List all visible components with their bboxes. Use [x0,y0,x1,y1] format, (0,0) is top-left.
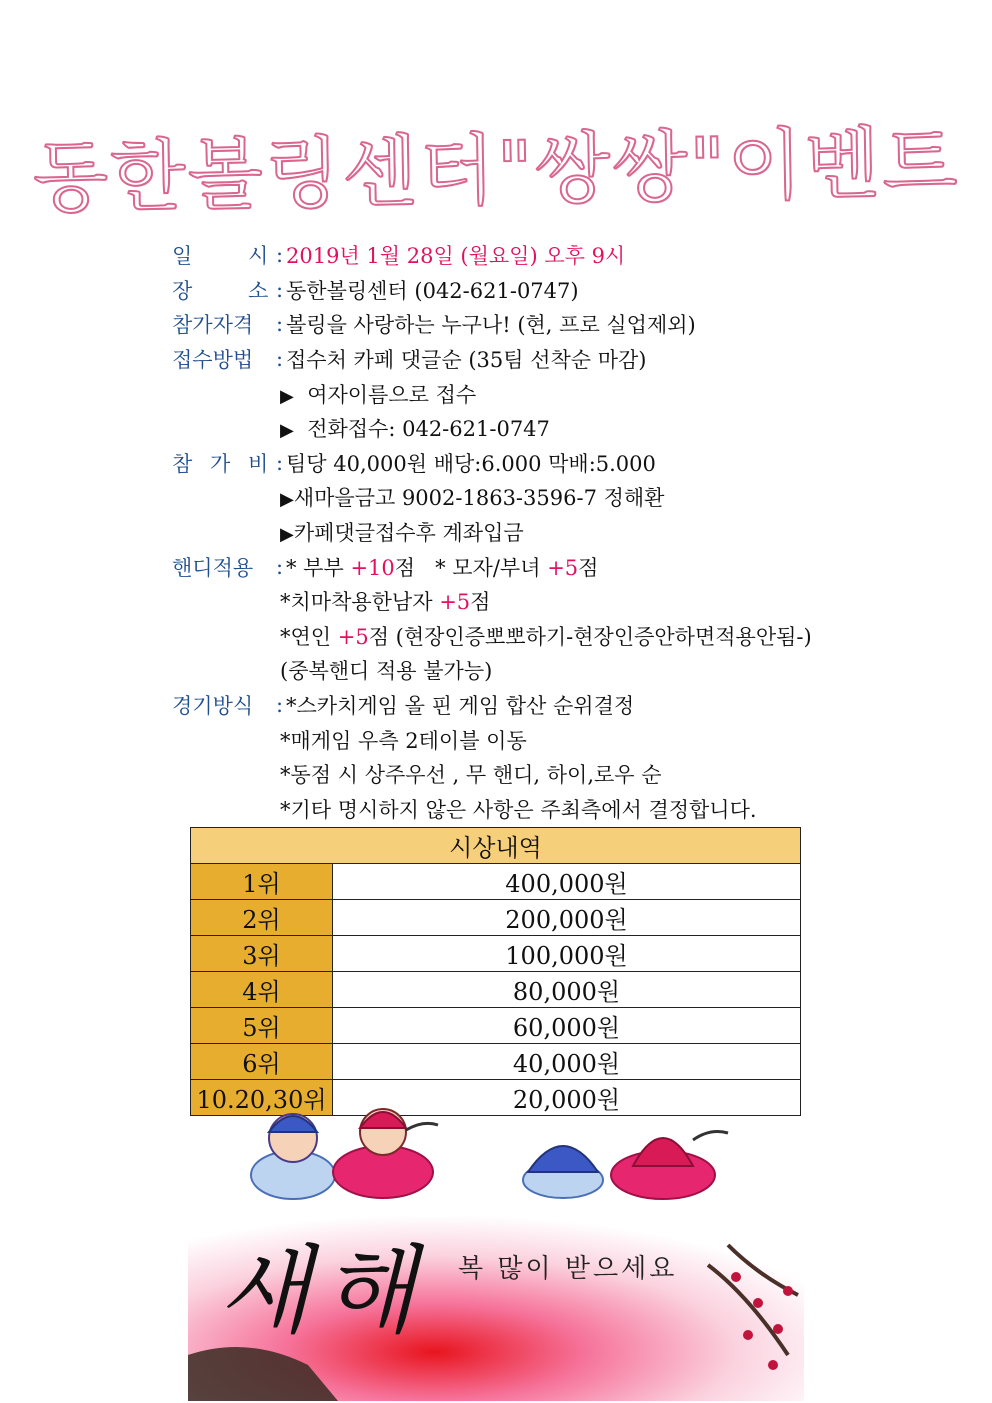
info-row-sub [172,653,812,688]
info-row-place: 장 소 : 동한볼링센터 (042-621-0747) [172,273,812,308]
prize-table-header: 시상내역 [191,828,801,864]
info-row-sub [172,757,812,792]
arrow-icon: ▶ [280,385,294,407]
info-row-registration: 접수방법 : 접수처 카페 댓글순 (35팀 선착순 마감) [172,342,812,377]
prize-rank: 10.20,30위 [191,1080,333,1116]
info-row-game: 경기방식 : *스카치게임 올 핀 게임 합산 순위결정 [172,688,812,723]
prize-amount: 20,000원 [333,1080,801,1116]
info-row-eligibility: 참가자격 : 볼링을 사랑하는 누구나! (현, 프로 실업제외) [172,307,812,342]
hanbok-children-illustration [238,1100,758,1200]
info-sub-value: ▶새마을금고 9002-1863-3596-7 정해환 [280,486,665,511]
info-sub-value: *기타 명시하지 않은 사항은 주최측에서 결정합니다. [280,797,757,822]
table-row [191,972,801,1008]
prize-amount: 40,000원 [333,1044,801,1080]
info-value: 접수처 카페 댓글순 (35팀 선착순 마감) [286,348,647,373]
child-figure-icon [523,1146,603,1198]
prize-amount: 80,000원 [333,972,801,1008]
info-value: * 부부 +10점 * 모자/부녀 +5점 [286,555,599,580]
info-label: 경기방식 [172,694,254,719]
greeting-sub: 복 많이 받으세요 [458,1254,678,1284]
info-label: 핸디적용 [172,555,254,580]
prize-rank: 5위 [191,1008,333,1044]
table-row [191,900,801,936]
greeting-main: 새해 [218,1235,428,1347]
info-row-sub [172,584,812,619]
event-info [172,238,812,826]
info-label: 접수방법 [172,348,254,373]
prize-rank: 4위 [191,972,333,1008]
prize-rank: 2위 [191,900,333,936]
info-value: 볼링을 사랑하는 누구나! (현, 프로 실업제외) [286,313,696,338]
info-sub-value: *동점 시 상주우선 , 무 핸디, 하이,로우 순 [280,763,662,788]
prize-rank: 3위 [191,936,333,972]
info-label: 참 가 비 [172,451,269,476]
info-row-sub [172,792,812,827]
info-row-sub [172,376,812,411]
child-figure-icon [611,1132,728,1199]
info-value: 팀당 40,000원 배당:6.000 막배:5.000 [286,451,656,476]
info-value: 동한볼링센터 (042-621-0747) [286,278,579,303]
arrow-icon: ▶ [280,489,294,511]
prize-amount: 200,000원 [333,900,801,936]
child-figure-icon [333,1109,438,1198]
arrow-icon: ▶ [280,524,294,546]
info-sub-value: *치마착용한남자 +5점 [280,590,491,615]
table-row [191,864,801,900]
info-label: 장 소 [172,278,269,303]
info-row-sub [172,411,812,446]
info-row-sub [172,619,812,654]
info-sub-value: *매게임 우측 2테이블 이동 [280,728,527,753]
info-row-handicap: 핸디적용 : * 부부 +10점 * 모자/부녀 +5점 [172,549,812,584]
prize-amount: 60,000원 [333,1008,801,1044]
arrow-icon: ▶ [280,420,294,442]
info-sub-value: ▶ 여자이름으로 접수 [280,382,477,407]
prize-amount: 400,000원 [333,864,801,900]
table-row [191,1044,801,1080]
info-row-date: 일 시 : 2019년 1월 28일 (월요일) 오후 9시 [172,238,812,273]
info-label: 참가자격 [172,313,254,338]
info-row-sub [172,515,812,550]
info-row-fee: 참 가 비 : 팀당 40,000원 배당:6.000 막배:5.000 [172,446,812,481]
table-row [191,1008,801,1044]
info-sub-value: (중복핸디 적용 불가능) [280,659,493,684]
info-sub-value: ▶ 전화접수: 042-621-0747 [280,417,550,442]
info-row-sub [172,722,812,757]
prize-amount: 100,000원 [333,936,801,972]
prize-rank: 6위 [191,1044,333,1080]
info-row-sub [172,480,812,515]
prize-table [190,827,801,1116]
info-value: 2019년 1월 28일 (월요일) 오후 9시 [286,244,626,269]
child-figure-icon [251,1114,335,1199]
event-title: 동한볼링센터"쌍쌍"이벤트 [32,117,961,225]
prize-rank: 1위 [191,864,333,900]
info-label: 일 시 [172,244,269,269]
info-value: *스카치게임 올 핀 게임 합산 순위결정 [286,694,635,719]
table-row [191,936,801,972]
info-sub-value: ▶카페댓글접수후 계좌입금 [280,521,524,546]
info-sub-value: *연인 +5점 (현장인증뽀뽀하기-현장인증안하면적용안됨-) [280,624,812,649]
